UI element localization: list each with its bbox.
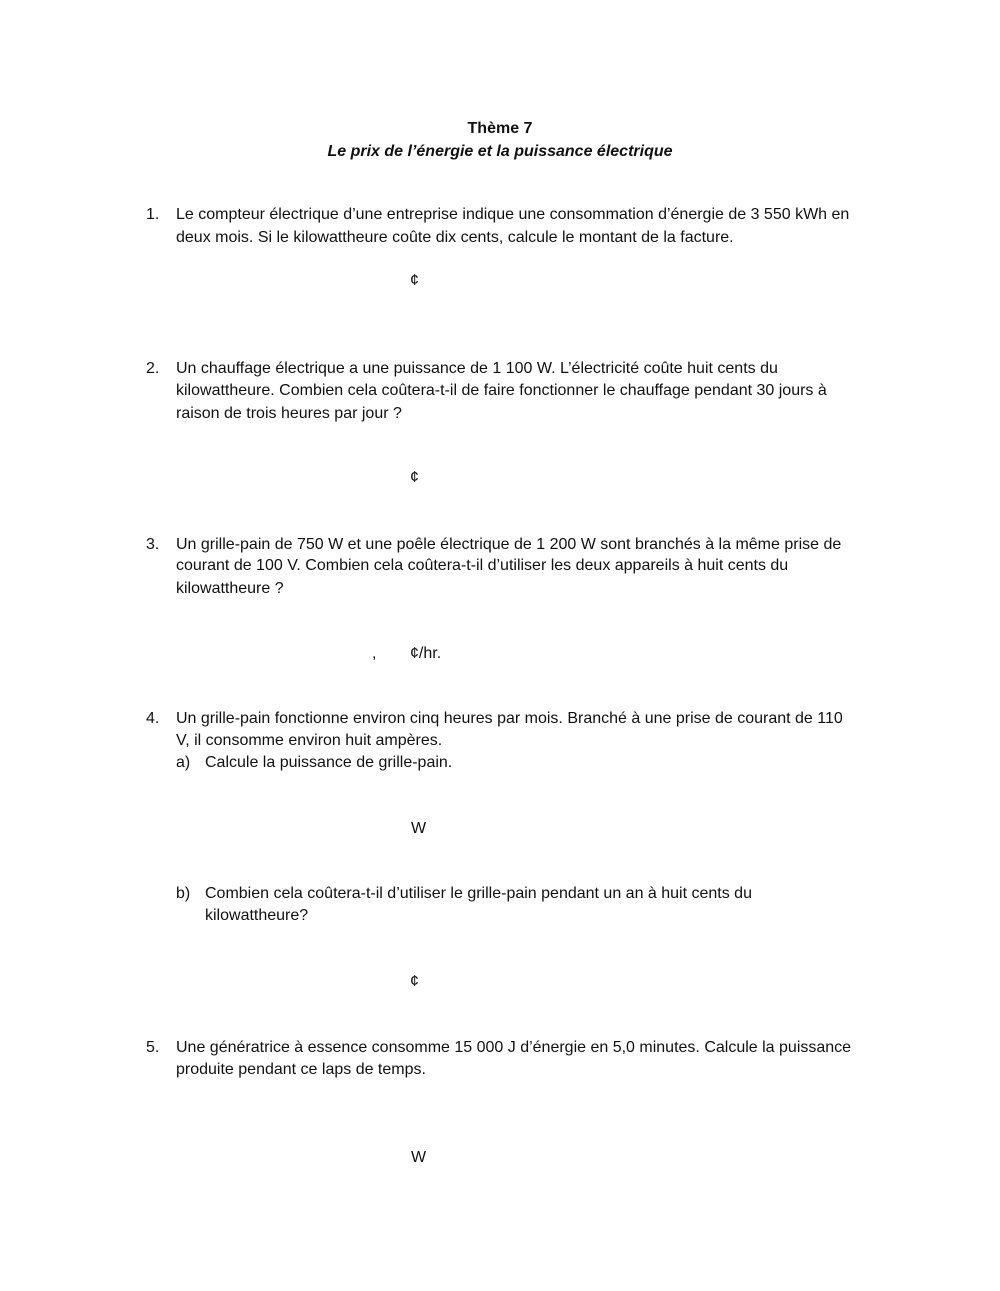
question-2-line-1: Un chauffage électrique a une puissance de 1 100 W. L’électricité coûte huit cents du <box>176 360 778 377</box>
question-3-answer-input-whole[interactable] <box>280 643 368 665</box>
question-1-number: 1. <box>146 206 160 223</box>
question-3-line-2: courant de 100 V. Combien cela coûtera-t-il d’utiliser les deux appareils à huit cents du <box>176 557 789 574</box>
question-4b-answer-input[interactable] <box>300 971 400 993</box>
question-3-answer-input-decimal[interactable] <box>380 643 408 665</box>
question-5-line-1: Une génératrice à essence consomme 15 000 J d’énergie en 5,0 minutes. Calcule la puissance <box>176 1039 852 1056</box>
question-2-unit: ¢ <box>410 469 419 486</box>
question-3-line-1: Un grille-pain de 750 W et une poêle électrique de 1 200 W sont branchés à la même prise de <box>176 536 842 553</box>
question-5-number: 5. <box>146 1039 160 1056</box>
question-1-line-1: Le compteur électrique d’une entreprise indique une consommation d’énergie de 3 550 kWh en <box>176 206 850 223</box>
question-2-number: 2. <box>146 360 160 377</box>
question-4-line-2: V, il consomme environ huit ampères. <box>176 732 443 749</box>
question-4b-unit: ¢ <box>410 973 419 990</box>
question-4b-line-2: kilowattheure? <box>205 907 309 924</box>
question-3-line-3: kilowattheure ? <box>176 580 284 597</box>
question-3-unit: ¢/hr. <box>410 645 442 662</box>
question-2-line-3: raison de trois heures par jour ? <box>176 405 402 422</box>
question-4a-line-1: Calcule la puissance de grille-pain. <box>205 754 453 771</box>
question-4-line-1: Un grille-pain fonctionne environ cinq heures par mois. Branché à une prise de courant de 110 <box>176 710 843 727</box>
question-5-line-2: produite pendant ce laps de temps. <box>176 1061 426 1078</box>
question-4b-line-1: Combien cela coûtera-t-il d’utiliser le grille-pain pendant un an à huit cents du <box>205 885 752 902</box>
question-4a-letter: a) <box>176 754 191 771</box>
question-1-line-2: deux mois. Si le kilowattheure coûte dix cents, calcule le montant de la facture. <box>176 229 734 246</box>
question-5-answer-input[interactable] <box>300 1147 400 1169</box>
question-1-unit: ¢ <box>410 272 419 289</box>
question-1-answer-input[interactable] <box>300 270 400 292</box>
question-2-line-2: kilowattheure. Combien cela coûtera-t-il de faire fonctionner le chauffage pendant 30 jours à <box>176 382 827 399</box>
page-title: Thème 7 <box>467 120 533 137</box>
page-subtitle: Le prix de l’énergie et la puissance électrique <box>327 143 673 160</box>
question-5-unit: W <box>411 1149 427 1166</box>
question-4-number: 4. <box>146 710 160 727</box>
question-4b-letter: b) <box>176 885 191 902</box>
question-3-number: 3. <box>146 536 160 553</box>
question-2-answer-input[interactable] <box>300 467 400 489</box>
question-4a-unit: W <box>411 820 427 837</box>
question-3-separator: , <box>372 645 377 662</box>
question-4a-answer-input[interactable] <box>300 818 400 840</box>
